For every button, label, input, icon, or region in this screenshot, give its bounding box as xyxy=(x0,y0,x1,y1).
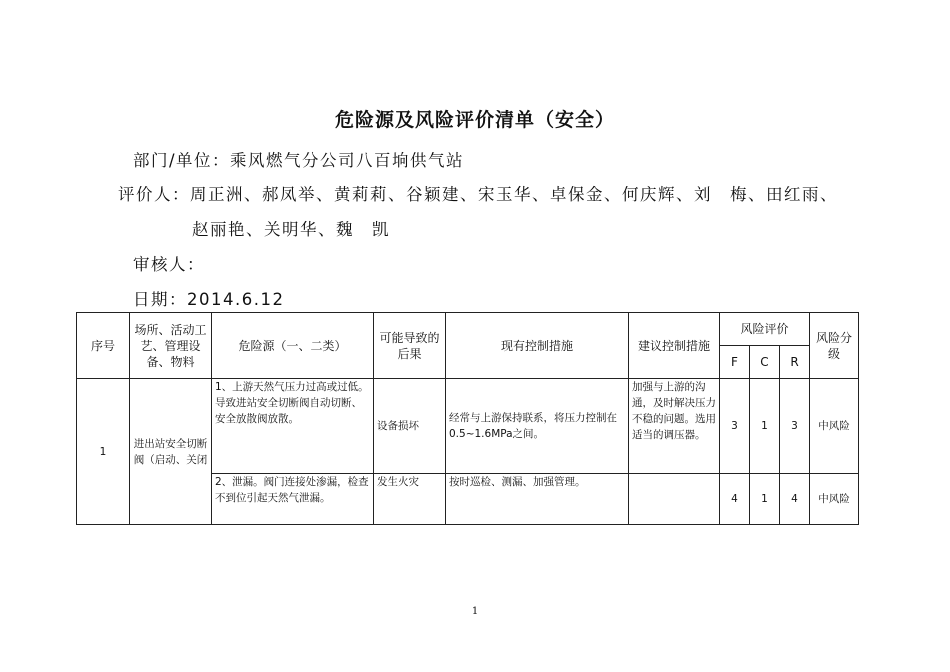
header-row xyxy=(77,313,859,346)
cell-hazard: 1、上游天然气压力过高或过低。导致进站安全切断阀自动切断、安全放散阀放散。 xyxy=(212,379,374,474)
cell-consequence: 发生火灾 xyxy=(374,474,446,525)
header-place: 场所、活动工艺、管理设备、物料 xyxy=(130,313,212,379)
evaluators-line-2: 赵丽艳、关明华、魏 凯 xyxy=(192,220,390,239)
header-risk-eval: 风险评价 xyxy=(720,313,810,346)
cell-r: 3 xyxy=(780,379,810,474)
cell-suggest xyxy=(629,474,720,525)
header-level: 风险分级 xyxy=(810,313,859,379)
department-line: 部门/单位：乘风燃气分公司八百垧供气站 xyxy=(133,151,465,170)
cell-f: 4 xyxy=(720,474,750,525)
cell-level: 中风险 xyxy=(810,379,859,474)
header-seq: 序号 xyxy=(77,313,130,379)
evaluators-line-1: 评价人：周正洲、郝凤举、黄莉莉、谷颖建、宋玉华、卓保金、何庆辉、刘 梅、田红雨、 xyxy=(118,185,838,204)
reviewer-line: 审核人： xyxy=(133,255,205,274)
header-f: F xyxy=(720,346,750,379)
cell-r: 4 xyxy=(780,474,810,525)
cell-measures: 经常与上游保持联系，将压力控制在0.5~1.6MPa之间。 xyxy=(446,379,629,474)
header-suggest: 建议控制措施 xyxy=(629,313,720,379)
cell-hazard: 2、泄漏。阀门连接处渗漏，检查不到位引起天然气泄漏。 xyxy=(212,474,374,525)
cell-place: 进出站安全切断阀（启动、关闭 xyxy=(130,379,212,525)
header-r: R xyxy=(780,346,810,379)
page-number: 1 xyxy=(471,606,479,617)
cell-suggest: 加强与上游的沟通，及时解决压力不稳的问题。选用适当的调压器。 xyxy=(629,379,720,474)
table-row xyxy=(77,379,859,474)
document-title: 危险源及风险评价清单（安全） xyxy=(334,109,615,131)
cell-seq: 1 xyxy=(77,379,130,525)
risk-table xyxy=(76,312,859,525)
cell-level: 中风险 xyxy=(810,474,859,525)
cell-f: 3 xyxy=(720,379,750,474)
date-line: 日期：2014.6.12 xyxy=(133,290,285,309)
header-measures: 现有控制措施 xyxy=(446,313,629,379)
cell-consequence: 设备损坏 xyxy=(374,379,446,474)
cell-c: 1 xyxy=(750,379,780,474)
header-c: C xyxy=(750,346,780,379)
cell-c: 1 xyxy=(750,474,780,525)
header-consequence: 可能导致的后果 xyxy=(374,313,446,379)
cell-measures: 按时巡检、测漏、加强管理。 xyxy=(446,474,629,525)
header-hazard: 危险源（一、二类） xyxy=(212,313,374,379)
